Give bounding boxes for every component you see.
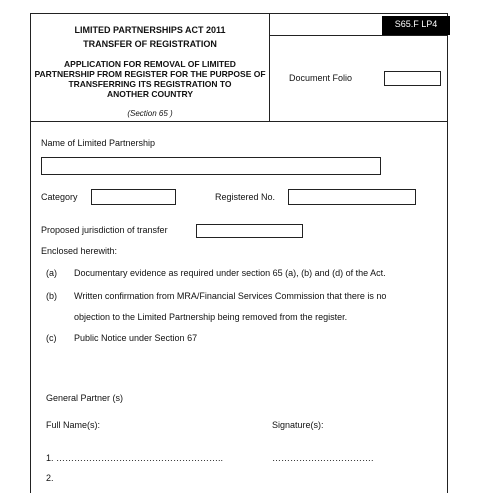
general-partner-label: General Partner (s): [46, 393, 124, 403]
registered-no-label: Registered No.: [215, 192, 276, 202]
enclosed-label: Enclosed herewith:: [41, 246, 118, 256]
item-marker: (c): [46, 333, 57, 343]
jurisdiction-field[interactable]: [196, 224, 303, 238]
application-line: ANOTHER COUNTRY: [106, 89, 194, 99]
item-text: Public Notice under Section 67: [74, 333, 198, 343]
category-field[interactable]: [91, 189, 176, 205]
item-marker: (a): [46, 268, 57, 278]
form-code-badge: S65.F LP4: [382, 16, 450, 35]
header-divider: [270, 35, 448, 36]
full-name-line-2[interactable]: 2.: [46, 473, 54, 483]
item-marker: (b): [46, 291, 57, 301]
act-title: LIMITED PARTNERSHIPS ACT 2011: [74, 25, 226, 35]
application-line: PARTNERSHIP FROM REGISTER FOR THE PURPOSE OF: [34, 69, 266, 79]
application-line: TRANSFERRING ITS REGISTRATION TO: [68, 79, 232, 89]
partnership-name-field[interactable]: [41, 157, 381, 175]
section-reference: (Section 65 ): [127, 109, 173, 118]
item-text: Written confirmation from MRA/Financial Services Commission that there is no: [74, 291, 387, 301]
item-text: Documentary evidence as required under section 65 (a), (b) and (d) of the Act.: [74, 268, 386, 278]
header-bottom-divider: [31, 121, 447, 122]
transfer-registration-form: [30, 13, 448, 493]
jurisdiction-label: Proposed jurisdiction of transfer: [41, 225, 168, 235]
signature-line-1[interactable]: …………………………….: [272, 453, 374, 463]
item-text-continued: objection to the Limited Partnership being removed from the register.: [74, 312, 348, 322]
full-names-label: Full Name(s):: [46, 420, 101, 430]
registered-no-field[interactable]: [288, 189, 416, 205]
partnership-name-label: Name of Limited Partnership: [41, 138, 156, 148]
document-folio-field[interactable]: [384, 71, 441, 86]
category-label: Category: [41, 192, 78, 202]
application-line: APPLICATION FOR REMOVAL OF LIMITED: [64, 59, 236, 69]
form-subtitle: TRANSFER OF REGISTRATION: [83, 39, 217, 49]
form-title-block: [31, 14, 270, 121]
full-name-line-1[interactable]: 1. ………………………………………………..: [46, 453, 224, 463]
application-title: [31, 59, 269, 99]
document-folio-label: Document Folio: [289, 73, 353, 83]
signature-label: Signature(s):: [272, 420, 324, 430]
